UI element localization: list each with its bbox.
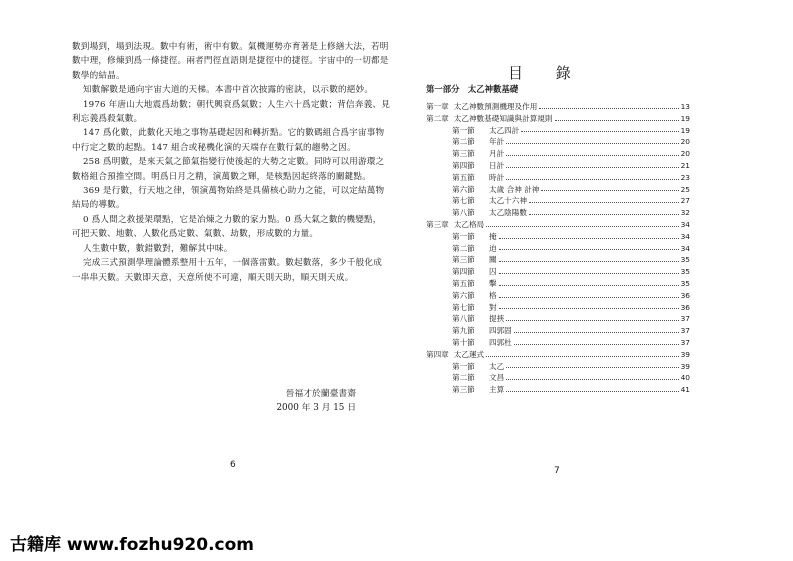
toc-entry-number: 第五節 [452,172,475,182]
toc-section-row [418,337,690,349]
toc-entry-number: 第二章 [426,113,449,123]
toc-leader-dots [506,361,678,369]
toc-leader-dots [539,101,678,109]
toc-leader-dots [506,384,678,392]
toc-entry-number: 第二節 [452,243,475,253]
left-page [72,28,390,494]
toc-section-row [418,302,690,314]
toc-entry-page: 39 [680,349,690,359]
toc-entry-page: 35 [680,255,690,265]
toc-entry-page: 19 [680,125,690,135]
watermark-footer [0,520,793,561]
toc-entry-title: 四郭固 [489,326,512,336]
toc-entry-title: 太歲 合神 計神 [489,184,540,194]
toc-section-row [418,325,690,337]
preface-paragraphs [72,40,390,285]
toc-leader-dots [499,302,679,310]
toc-entry-number: 第七節 [452,302,475,312]
toc-entry-number: 第六節 [452,290,475,300]
toc-entry-title: 月計 [489,149,505,159]
toc-entry-title: 日計 [489,160,505,170]
toc-section-row [418,195,690,207]
paragraph: 1976 年唐山大地震爲劫數；朝代興衰爲氣數；人生六十爲定數；背信奔義、見利忘義爲殺氣數。 [72,99,391,125]
toc-entry-title: 文昌 [489,373,505,383]
paragraph: 258 爲明數，是來天氣之節氣指變行使後起的大勢之定數。同時可以用游環之數格組合預推空間。明爲日月之精，演萬數之輝，是核點因起終落的關鍵點。 [72,157,385,182]
toc-leader-dots [506,172,678,180]
toc-entry-page: 23 [680,172,690,182]
toc-leader-dots [499,278,679,286]
toc-entry-page: 27 [680,196,690,206]
toc-entry-page: 35 [680,267,690,277]
toc-entry-page: 40 [680,373,690,383]
paragraph: 369 是行數，行天地之律，領演萬物始終是具備核心助力之能，可以定結萬物結局的導數。 [72,186,385,211]
toc-section-row [418,254,690,266]
toc-leader-dots [529,207,679,215]
page-number: 6 [230,460,236,470]
toc-entry-title: 主算 [489,385,505,395]
toc-entry-title: 太乙神數預測機理及作用 [453,102,538,111]
toc-entry-number: 第一節 [452,125,475,135]
toc-entry-page: 13 [680,102,690,111]
toc-entry-title: 囚 [489,267,497,277]
toc-entry-number: 第三章 [426,219,449,229]
toc-entry-number: 第五節 [452,278,475,288]
toc-leader-dots [506,372,678,380]
toc-chapter-row [418,101,690,113]
page-number: 7 [554,466,560,476]
toc-entry-number: 第八節 [452,208,475,218]
toc-section-row [418,184,690,196]
toc-entry-page: 36 [680,302,690,312]
toc-entry-title: 四郭杜 [489,337,512,347]
toc-entry-title: 年計 [489,137,505,147]
toc-section-row [418,384,690,396]
toc-entry-page: 36 [680,290,690,300]
toc-entry-number: 第四節 [452,267,475,277]
toc-leader-dots [506,313,678,321]
toc-entry-page: 37 [680,337,690,347]
toc-section-row [418,125,690,137]
toc-entry-number: 第八節 [452,314,475,324]
toc-chapter-row [418,349,690,361]
toc-entry-page: 34 [680,231,690,241]
toc-entry-page: 20 [680,137,690,147]
paragraph: 知數解數是通向宇宙大道的天梯。本書中首次披露的密訣，以示數的絕妙。 [83,85,374,96]
toc-leader-dots [514,325,679,333]
toc-chapter-row [418,219,690,231]
toc-leader-dots [499,243,679,251]
toc-entry-title: 太乙格局 [453,219,485,229]
signature-date: 2000 年 3 月 15 日 [276,403,356,413]
toc-entry-title: 提挾 [489,314,505,324]
toc-entry-page: 25 [680,184,690,194]
toc-entry-page: 39 [680,361,690,371]
toc-entry-number: 第七節 [452,196,475,206]
preface-body [72,40,390,285]
paragraph: 人生數中數，數錯數對，難解其中味。 [83,243,233,254]
toc-entry-number: 第二節 [452,373,475,383]
toc-entry-title: 太乙運式 [453,349,485,359]
toc-leader-dots [555,113,679,121]
toc-entry-number: 第一章 [426,102,449,111]
toc-leader-dots [499,254,679,262]
toc-section-row [418,148,690,160]
toc-entry-number: 第十節 [452,337,475,347]
toc-part-heading: 第一部分 太乙神數基礎 [426,84,519,94]
toc-entry-title: 太乙陰陽數 [489,208,527,218]
toc-leader-dots [506,148,678,156]
toc-entry-page: 34 [680,219,690,229]
toc-entry-number: 第九節 [452,326,475,336]
toc-leader-dots [529,195,679,203]
toc-leader-dots [499,231,679,239]
toc-leader-dots [499,266,679,274]
toc-leader-dots [506,160,678,168]
toc-entry-page: 37 [680,314,690,324]
toc-entry-number: 第三節 [452,149,475,159]
toc-section-row [418,231,690,243]
toc-leader-dots [486,349,678,357]
toc-section-row [418,207,690,219]
toc-entry-page: 21 [680,160,690,170]
watermark-text: 古籍库 www.fozhu920.com [10,535,254,555]
toc-entry-number: 第二節 [452,137,475,147]
toc-leader-dots [514,337,679,345]
toc-entry-title: 格 [489,290,497,300]
toc-entry-page: 34 [680,243,690,253]
toc-entry-number: 第一節 [452,361,475,371]
toc-chapter-row [418,113,690,125]
toc-section-row [418,313,690,325]
toc-section-row [418,243,690,255]
toc-entry-title: 擊 [489,278,497,288]
toc-entry-number: 第四節 [452,160,475,170]
toc-entry-number: 第六節 [452,184,475,194]
toc-title: 目 錄 [508,64,585,82]
toc-entry-title: 時計 [489,172,505,182]
toc-entry-title: 掩 [489,231,497,241]
toc-leader-dots [486,219,678,227]
toc-leader-dots [521,125,678,133]
toc-entry-page: 35 [680,278,690,288]
toc-entry-page: 32 [680,208,690,218]
toc-entry-number: 第三節 [452,255,475,265]
toc-entry-page: 37 [680,326,690,336]
toc-entry-title: 關 [489,255,497,265]
toc-entry-number: 第一節 [452,231,475,241]
paragraph: 0 爲人間之救援架環點，它是冶煉之力數的家力點。0 爲大氣之數的機變點，可把天數、地數、人數化爲定數、氣數、劫數，形成數的力量。 [72,214,382,240]
toc-entry-page: 41 [680,385,690,395]
author-signature: 晉福才於蘭臺書齋 [285,389,356,399]
toc-entry-title: 太乙四計 [489,125,520,135]
toc-entry-title: 太乙十六神 [489,196,527,206]
toc-section-row [418,361,690,373]
toc-entry-number: 第四章 [426,349,449,359]
toc-entry-title: 對 [489,302,497,312]
toc-section-row [418,266,690,278]
right-page [418,28,708,494]
toc-entry-title: 迫 [489,243,497,253]
toc-leader-dots [541,184,678,192]
table-of-contents [418,101,690,396]
toc-entry-title: 太乙神數基礎知識與計算規則 [453,113,553,123]
toc-section-row [418,172,690,184]
toc-section-row [418,372,690,384]
toc-entry-title: 太乙 [489,361,505,371]
toc-section-row [418,290,690,302]
toc-section-row [418,136,690,148]
paragraph: 147 爲化數，此數化天地之事物基礎起因和轉折點。它的數碼組合爲宇宙事物中行定之數的起點。147 組合或秘機化演的天端存在數行氣的趨勢之因。 [72,128,385,153]
paragraph: 數到場到，場到法現。數中有術，術中有數。氣機運勢亦育著是上修繕大法，若明數中理，修煉到爲一條捷徑。兩者門徑直語則是捷徑中的捷徑。宇宙中的一切都是數學的結晶。 [72,42,389,81]
toc-entry-page: 19 [680,113,690,123]
toc-leader-dots [506,136,678,144]
toc-leader-dots [499,290,679,298]
toc-entry-page: 20 [680,149,690,159]
paragraph: 完成三式預測學理論體系整用十五年，一個落雷數。數起數落，多少千般化成一串串天數。天數即天意，天意所使不可違，順天則天助，順天則天成。 [72,258,382,283]
toc-section-row [418,160,690,172]
toc-section-row [418,278,690,290]
toc-entry-number: 第三節 [452,385,475,395]
